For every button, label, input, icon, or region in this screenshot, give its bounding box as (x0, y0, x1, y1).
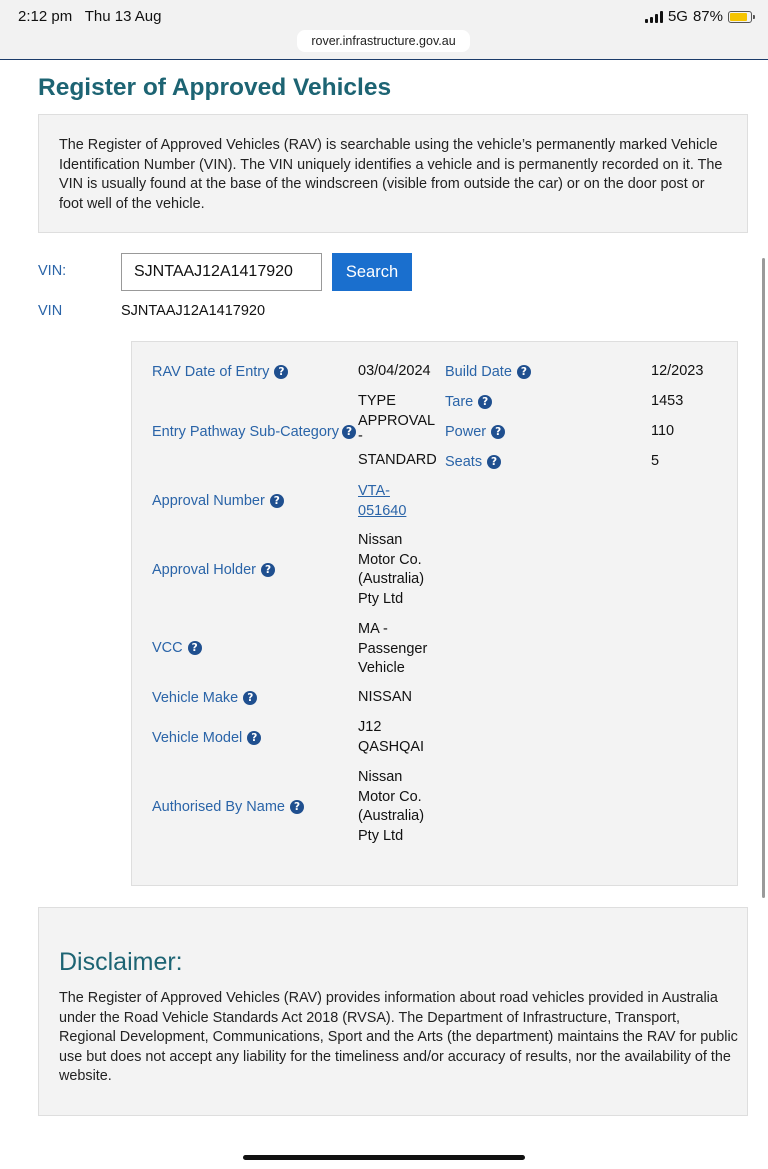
rav-date-label-text: RAV Date of Entry (152, 364, 270, 380)
rav-date-label (152, 364, 288, 380)
result-vin-label: VIN (38, 303, 63, 319)
build-date-label (445, 364, 531, 380)
home-indicator[interactable] (243, 1155, 525, 1160)
seats-value: 5 (651, 453, 660, 469)
help-icon[interactable]: ? (270, 494, 284, 508)
disclaimer-panel (38, 907, 748, 1116)
vehicle-model-line: J12 (358, 719, 382, 735)
power-label (445, 424, 505, 440)
status-bar (0, 0, 768, 60)
result-vin-value: SJNTAAJ12A1417920 (121, 303, 266, 319)
vin-search-label: VIN: (38, 263, 67, 279)
entry-pathway-label (152, 424, 356, 440)
intro-panel (38, 114, 748, 233)
vehicle-details-panel (131, 341, 738, 886)
approval-number-label-text: Approval Number (152, 493, 265, 509)
vcc-value (358, 620, 427, 679)
approval-number-label (152, 493, 284, 509)
vcc-line: Vehicle (358, 660, 405, 677)
entry-pathway-line: APPROVAL (358, 412, 436, 429)
authorised-by-label (152, 799, 304, 815)
vcc-label-text: VCC (152, 640, 183, 656)
battery-percent: 87% (692, 8, 723, 25)
entry-pathway-line: - (358, 428, 363, 445)
help-icon[interactable]: ? (342, 425, 356, 439)
vehicle-make-label-text: Vehicle Make (152, 690, 239, 706)
battery-level (730, 13, 747, 21)
authorised-by-label-text: Authorised By Name (152, 799, 285, 815)
help-icon[interactable]: ? (478, 395, 492, 409)
approval-holder-line: (Australia) (358, 571, 425, 588)
authorised-by-line: Nissan (358, 769, 403, 785)
approval-holder-line: Pty Ltd (358, 591, 404, 608)
help-icon[interactable]: ? (290, 800, 304, 814)
power-label-text: Power (445, 424, 487, 440)
vehicle-make-value: NISSAN (358, 689, 412, 705)
approval-holder-label-text: Approval Holder (152, 562, 256, 578)
address-bar[interactable]: rover.infrastructure.gov.au (297, 30, 470, 52)
authorised-by-value (358, 768, 424, 847)
status-time: 2:12 pm (18, 8, 73, 25)
network-type: 5G (667, 8, 688, 25)
help-icon[interactable]: ? (243, 691, 257, 705)
help-icon[interactable]: ? (188, 641, 202, 655)
entry-pathway-label-text: Entry Pathway Sub-Category (152, 424, 339, 440)
help-icon[interactable]: ? (491, 425, 505, 439)
help-icon[interactable]: ? (487, 455, 501, 469)
authorised-by-line: (Australia) (358, 808, 425, 825)
status-indicators (645, 8, 752, 25)
vin-search-input[interactable] (121, 253, 322, 291)
help-icon[interactable]: ? (274, 365, 288, 379)
power-value: 110 (651, 423, 675, 439)
disclaimer-title: Disclaimer: (59, 948, 183, 976)
cellular-signal-icon (645, 11, 663, 23)
page-title: Register of Approved Vehicles (38, 74, 392, 101)
vehicle-model-line: QASHQAI (358, 738, 425, 755)
entry-pathway-value (358, 392, 437, 471)
status-date: Thu 13 Aug (84, 8, 162, 25)
vcc-line: MA - (358, 621, 388, 637)
approval-holder-value (358, 531, 424, 610)
authorised-by-line: Motor Co. (358, 788, 422, 805)
approval-number-link[interactable] (358, 483, 406, 519)
vcc-label (152, 640, 202, 656)
approval-number-value (358, 482, 406, 521)
help-icon[interactable]: ? (261, 563, 275, 577)
authorised-by-line: Pty Ltd (358, 828, 404, 845)
entry-pathway-line: TYPE (358, 393, 396, 409)
tare-value: 1453 (651, 393, 684, 409)
vcc-line: Passenger (358, 640, 428, 657)
approval-number-line: 051640 (358, 502, 407, 519)
disclaimer-text: The Register of Approved Vehicles (RAV) provides information about road vehicles provided in Australia under the Road Vehicle Standards Act 2018 (RVSA). The Department of Infrastructure, Transport, Regional Development, Communications, Sport and the Arts (the department) maintains the RAV for public use but does not accept any liability for the timeliness and/or accuracy of results, nor the availability of the website. (59, 990, 738, 1085)
intro-text: The Register of Approved Vehicles (RAV) is searchable using the vehicle’s permanently marked Vehicle Identification Number (VIN). The VIN uniquely identifies a vehicle and is permanently recorded on it. The VIN is usually found at the base of the windscreen (visible from outside the car) or on the door post or foot well of the vehicle. (59, 137, 723, 212)
status-time-date (18, 8, 161, 25)
rav-date-value: 03/04/2024 (358, 363, 431, 379)
approval-holder-line: Nissan (358, 532, 403, 548)
build-date-label-text: Build Date (445, 364, 512, 380)
approval-holder-line: Motor Co. (358, 551, 422, 568)
seats-label-text: Seats (445, 454, 483, 470)
help-icon[interactable]: ? (247, 731, 261, 745)
build-date-value: 12/2023 (651, 363, 704, 379)
vehicle-model-value (358, 718, 424, 757)
vehicle-make-label (152, 690, 257, 706)
tare-label-text: Tare (445, 394, 474, 410)
seats-label (445, 454, 501, 470)
vehicle-model-label (152, 730, 261, 746)
approval-holder-label (152, 562, 275, 578)
approval-number-line: VTA- (358, 483, 390, 499)
entry-pathway-line: STANDARD (358, 452, 437, 469)
help-icon[interactable]: ? (517, 365, 531, 379)
page-scrollbar[interactable] (762, 258, 765, 898)
battery-icon (728, 11, 752, 23)
search-button[interactable]: Search (332, 253, 412, 291)
vehicle-model-label-text: Vehicle Model (152, 730, 243, 746)
tare-label (445, 394, 492, 410)
